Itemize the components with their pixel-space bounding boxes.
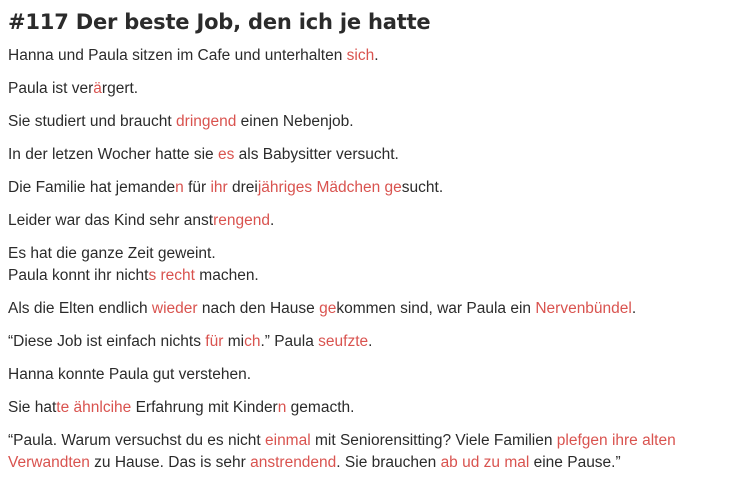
plain-text: . Sie brauchen [336,454,441,471]
plain-text: mi [223,333,245,350]
plain-text: als Babysitter versucht. [234,146,399,163]
plain-text: In der letzen Wocher hatte sie [8,146,218,163]
plain-text: Es hat die ganze Zeit geweint. [8,245,216,262]
correction-text: sich [346,47,375,64]
page-title: #117 Der beste Job, den ich je hatte [8,10,431,34]
correction-text: ihr [210,179,228,196]
plain-text: rgert. [101,80,139,97]
plain-text: sucht. [401,179,444,196]
correction-text: einmal [265,432,311,449]
correction-text: n [175,179,184,196]
plain-text: für [183,179,211,196]
correction-text: seufzte [318,333,369,350]
plain-text: . [368,333,373,350]
paragraph [8,111,730,133]
plain-text: machen. [194,267,259,284]
text-body [8,45,730,474]
correction-text: rengend [213,212,270,229]
correction-text: ge [319,300,337,317]
correction-text: ähnlcihe [73,399,132,416]
plain-text: kommen sind, war Paula ein [336,300,536,317]
paragraph [8,298,730,320]
paragraph [8,78,730,100]
correction-text: anstrendend [250,454,337,471]
correction-text: Nervenbündel [535,300,632,317]
plain-text: nach den Hause [197,300,320,317]
plain-text: eine Pause.” [529,454,621,471]
correction-text: recht [160,267,195,284]
plain-text: . [269,212,275,229]
plain-text: “Diese Job ist einfach nichts [8,333,206,350]
plain-text: Sie studiert und braucht [8,113,177,130]
correction-text: es [217,146,235,163]
plain-text: .” Paula [260,333,319,350]
plain-text: Erfahrung mit Kinder [131,399,278,416]
plain-text: . [374,47,379,64]
plain-text: Paula konnt ihr nicht [8,267,149,284]
plain-text: mit Seniorensitting? Viele Familien [310,432,557,449]
paragraph [8,177,730,199]
plain-text: einen Nebenjob. [236,113,354,130]
plain-text: Hanna konnte Paula gut verstehen. [8,366,252,383]
correction-text: wieder [151,300,198,317]
plain-text: Sie hat [8,399,57,416]
plain-text: Paula ist ver [8,80,94,97]
plain-text: Als die Elten endlich [8,300,152,317]
paragraph [8,331,730,353]
plain-text: drei [227,179,258,196]
correction-text: s [148,267,157,284]
plain-text: gemacth. [286,399,355,416]
plain-text: . [631,300,637,317]
paragraph [8,210,730,232]
correction-text: ch [244,333,261,350]
plain-text: “Paula. Warum versuchst du es nicht [8,432,265,449]
paragraph [8,243,730,265]
plain-text: zu Hause. Das is sehr [89,454,251,471]
correction-text: dringend [176,113,237,130]
paragraph [8,397,730,419]
paragraph [8,45,730,67]
correction-text: ä [93,80,102,97]
correction-text: plefgen ihre alten Verwandten [8,432,676,471]
plain-text: Die Familie hat jemande [8,179,176,196]
plain-text: Hanna und Paula sitzen im Cafe und unterhalten [8,47,347,64]
correction-text: ab ud zu mal [440,454,530,471]
paragraph [8,430,730,474]
correction-text: jähriges Mädchen ge [257,179,402,196]
paragraph [8,265,730,287]
paragraph [8,364,730,386]
correction-text: te [56,399,70,416]
paragraph [8,144,730,166]
correction-text: für [205,333,224,350]
correction-text: n [277,399,287,416]
plain-text: Leider war das Kind sehr anst [8,212,214,229]
